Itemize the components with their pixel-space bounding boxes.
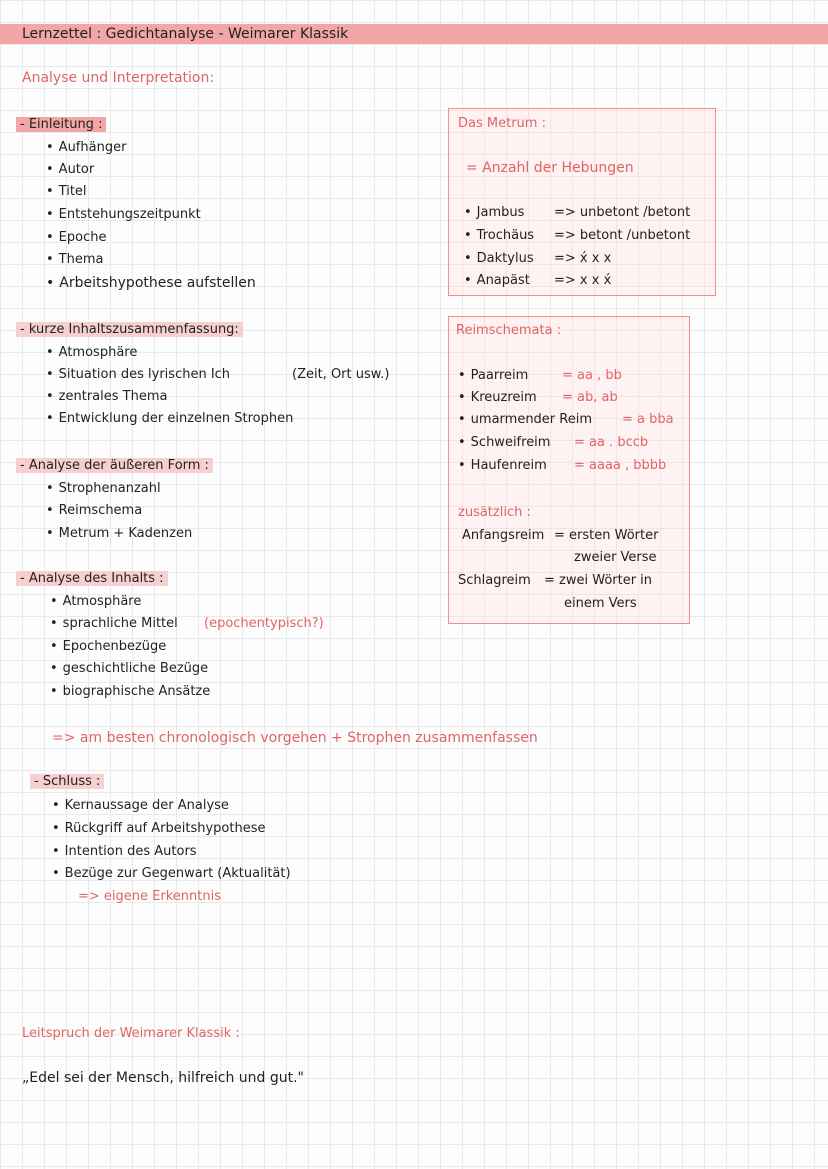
list-item: • Titel [46,184,87,199]
leitspruch-heading: Leitspruch der Weimarer Klassik : [22,1026,240,1041]
metrum-value: => unbetont /betont [554,205,691,220]
metrum-value: => betont /unbetont [554,228,691,243]
list-item: • geschichtliche Bezüge [50,661,208,676]
section-heading: Analyse und Interpretation: [22,70,215,86]
list-item: • Entwicklung der einzelnen Strophen [46,411,293,426]
situation-note: (Zeit, Ort usw.) [292,367,390,382]
reim-extra-value: = zwei Wörter in [544,573,653,588]
page-title: Lernzettel : Gedichtanalyse - Weimarer Klassik [22,26,349,42]
reim-value: = aa , bb [562,368,622,383]
reim-extra-heading: zusätzlich : [458,505,531,520]
list-item: • Atmosphäre [46,345,137,360]
reim-name: • umarmender Reim [458,412,592,427]
epochentypisch-note: (epochentypisch?) [204,616,324,631]
leitspruch-quote: „Edel sei der Mensch, hilfreich und gut." [22,1070,304,1086]
metrum-name: • Trochäus [464,228,534,243]
reim-extra-value2: einem Vers [564,596,637,611]
reim-extra-name: Anfangsreim [462,528,545,543]
reim-extra-name: Schlagreim [458,573,531,588]
list-item: • Arbeitshypothese aufstellen [46,275,256,291]
list-item: • Intention des Autors [52,844,197,859]
metrum-name: • Daktylus [464,251,534,266]
list-item: • zentrales Thema [46,389,167,404]
metrum-value: => x x x́ [554,273,612,288]
metrum-value: => x́ x x [554,251,612,266]
chrono-note: => am besten chronologisch vorgehen + Strophen zusammenfassen [52,730,538,746]
list-item: • Metrum + Kadenzen [46,526,192,541]
list-item: • Strophenanzahl [46,481,161,496]
reim-heading: Reimschemata : [456,323,562,338]
list-item: • Situation des lyrischen Ich [46,367,230,382]
list-item: • Epoche [46,230,106,245]
reim-name: • Paarreim [458,368,528,383]
list-item: • Autor [46,162,94,177]
form-heading: - Analyse der äußeren Form : [16,458,213,473]
schluss-heading: - Schluss : [30,774,104,789]
reim-value: = aaaa , bbbb [574,458,667,473]
inhalt-kurz-heading: - kurze Inhaltszusammenfassung: [16,322,243,337]
list-item: • Thema [46,252,103,267]
reim-value: = aa . bccb [574,435,649,450]
list-item: • Rückgriff auf Arbeitshypothese [52,821,265,836]
reim-name: • Kreuzreim [458,390,537,405]
list-item: • Atmosphäre [50,594,141,609]
list-item: • biographische Ansätze [50,684,210,699]
einleitung-heading: - Einleitung : [16,117,106,132]
reim-extra-value2: zweier Verse [574,550,657,565]
list-item: • Aufhänger [46,140,126,155]
list-item: • Entstehungszeitpunkt [46,207,201,222]
reim-name: • Schweifreim [458,435,550,450]
list-item: • Epochenbezüge [50,639,166,654]
reim-extra-value: = ersten Wörter [554,528,659,543]
list-item: • Bezüge zur Gegenwart (Aktualität) [52,866,291,881]
reim-value: = a bba [622,412,674,427]
metrum-definition: = Anzahl der Hebungen [466,160,634,176]
reim-name: • Haufenreim [458,458,547,473]
metrum-box [448,108,716,296]
reim-value: = ab, ab [562,390,618,405]
metrum-heading: Das Metrum : [458,116,546,131]
metrum-name: • Anapäst [464,273,530,288]
list-item: • sprachliche Mittel [50,616,178,631]
inhalt-heading: - Analyse des Inhalts : [16,571,168,586]
list-item: • Kernaussage der Analyse [52,798,229,813]
schluss-result: => eigene Erkenntnis [78,889,221,904]
metrum-name: • Jambus [464,205,524,220]
list-item: • Reimschema [46,503,142,518]
